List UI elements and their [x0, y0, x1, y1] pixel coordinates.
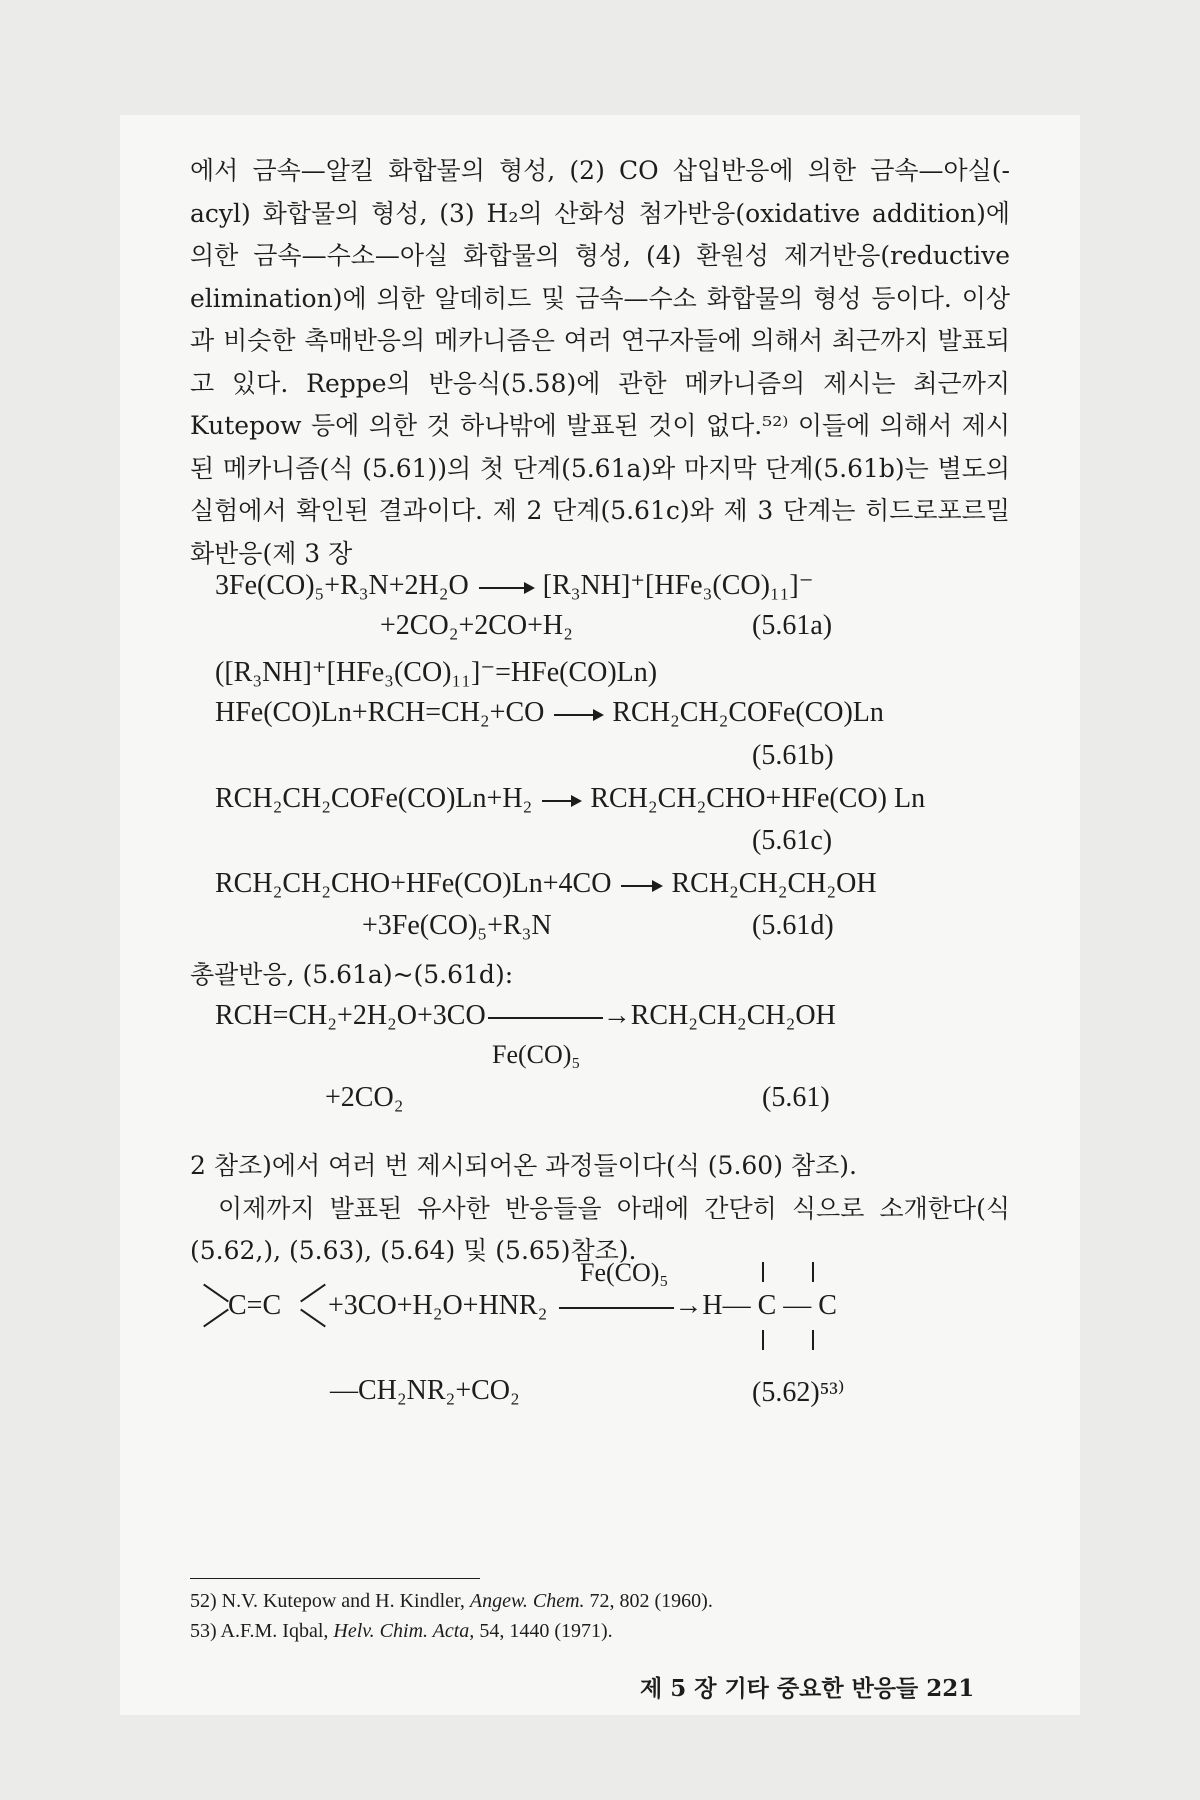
- reaction-arrow: [542, 800, 580, 802]
- bond-line: [812, 1330, 814, 1350]
- eq-c-right: RCH₂CH₂CHO+HFe(CO) Ln: [590, 783, 926, 814]
- body-paragraph-top: [190, 150, 1010, 575]
- equation-number: (5.61a): [752, 610, 833, 641]
- equation-number: (5.61d): [752, 910, 834, 941]
- eq-a-right: [R₃NH]⁺[HFe₃(CO)₁₁]⁻: [542, 570, 814, 601]
- journal-name: Helv. Chim. Acta,: [333, 1620, 475, 1642]
- equation-5-61d-line2: +3Fe(CO)₅+R₃N: [362, 910, 552, 941]
- long-reaction-line: [488, 1017, 603, 1019]
- equation-number: (5.61): [762, 1082, 830, 1113]
- footnote-52: [190, 1590, 713, 1613]
- eq-total-right: →RCH₂CH₂CH₂OH: [602, 1000, 836, 1031]
- running-footer: 제 5 장 기타 중요한 반응들 221: [640, 1675, 975, 1702]
- reaction-arrow: [479, 587, 533, 589]
- paragraph-text: 2 참조)에서 여러 번 제시되어온 과정들이다(식 (5.60) 참조).: [190, 1151, 857, 1180]
- footnote-53: [190, 1620, 613, 1643]
- equation-number: (5.61b): [752, 740, 834, 771]
- eq-d-left: RCH₂CH₂CHO+HFe(CO)Ln+4CO: [215, 868, 612, 899]
- alkene-carbons: C=C: [228, 1290, 282, 1321]
- journal-name: Angew. Chem.: [469, 1590, 585, 1612]
- footnote-suffix: 72, 802 (1960).: [584, 1590, 713, 1612]
- eq-total-left: RCH=CH₂+2H₂O+3CO: [215, 1000, 486, 1031]
- reaction-arrow: [554, 714, 602, 716]
- footnote-prefix: 53) A.F.M. Iqbal,: [190, 1620, 334, 1642]
- eq-562-reactants-text: +3CO+H₂O+HNR₂: [328, 1290, 548, 1321]
- overall-reaction-label: 총괄반응, (5.61a)~(5.61d):: [190, 960, 514, 989]
- equation-5-61a-line1: [215, 568, 814, 602]
- eq-562-reactants: [328, 1290, 837, 1322]
- eq-562-line2: —CH₂NR₂+CO₂: [330, 1375, 520, 1406]
- equation-5-61b: [215, 697, 884, 729]
- catalyst-label: Fe(CO)₅: [492, 1040, 581, 1069]
- equation-5-61a-line2: +2CO₂+2CO+H₂: [380, 610, 573, 641]
- bond-line: [762, 1262, 764, 1282]
- equation-5-61d-line1: [215, 868, 877, 900]
- eq-d-right: RCH₂CH₂CH₂OH: [671, 868, 877, 899]
- eq-b-right: RCH₂CH₂COFe(CO)Ln: [612, 697, 884, 728]
- paragraph-text: 에서 금속—알킬 화합물의 형성, (2) CO 삽입반응에 의한 금속—아실(-acyl) 화합물의 형성, (3) H₂의 산화성 첨가반응(oxidative addition)에 의한 금속—수소—아실 화합물의 형성, (4) 환원성 제거반응(reductive elimination)에 의한 알데히드 및 금속—수소 화합물의 형성 등이다. 이상과 비슷한 촉매반응의 메카니즘은 여러 연구자들에 의해서 최근까지 발표되고 있다. Reppe의 반응식(5.58)에 관한 메카니즘의 제시는 최근까지 Kutepow 등에 의한 것 하나밖에 발표된 것이 없다.⁵²⁾ 이들에 의해서 제시된 메카니즘(식 (5.61))의 첫 단계(5.61a)와 마지막 단계(5.61b)는 별도의 실험에서 확인된 결과이다. 제 2 단계(5.61c)와 제 3 단계는 히드로포르밀화반응(제 3 장: [190, 156, 1010, 568]
- catalyst-label: Fe(CO)₅: [580, 1258, 669, 1287]
- equation-5-61: [215, 1000, 836, 1032]
- footnote-rule: [190, 1578, 480, 1579]
- paragraph-text: 이제까지 발표된 유사한 반응들을 아래에 간단히 식으로 소개한다(식 (5.62,), (5.63), (5.64) 및 (5.65)참조).: [190, 1193, 1010, 1265]
- eq-a-left: 3Fe(CO)₅+R₃N+2H₂O: [215, 570, 469, 601]
- eq-562-product: →H— C — C: [674, 1290, 837, 1321]
- long-reaction-line: [559, 1307, 674, 1309]
- equation-5-61-line2: +2CO₂: [325, 1082, 404, 1113]
- footnote-prefix: 52) N.V. Kutepow and H. Kindler,: [190, 1590, 470, 1612]
- bond-line: [762, 1330, 764, 1350]
- equation-note: ([R₃NH]⁺[HFe₃(CO)₁₁]⁻=HFe(CO)Ln): [215, 657, 658, 688]
- equation-number: (5.61c): [752, 825, 833, 856]
- body-paragraph-mid: [190, 1145, 1010, 1273]
- eq-b-left: HFe(CO)Ln+RCH=CH₂+CO: [215, 697, 545, 728]
- reaction-arrow: [621, 885, 661, 887]
- footnote-suffix: 54, 1440 (1971).: [474, 1620, 613, 1642]
- eq-c-left: RCH₂CH₂COFe(CO)Ln+H₂: [215, 783, 533, 814]
- bond-line: [812, 1262, 814, 1282]
- equation-5-61c: [215, 783, 925, 815]
- equation-number: (5.62)⁵³⁾: [752, 1377, 845, 1408]
